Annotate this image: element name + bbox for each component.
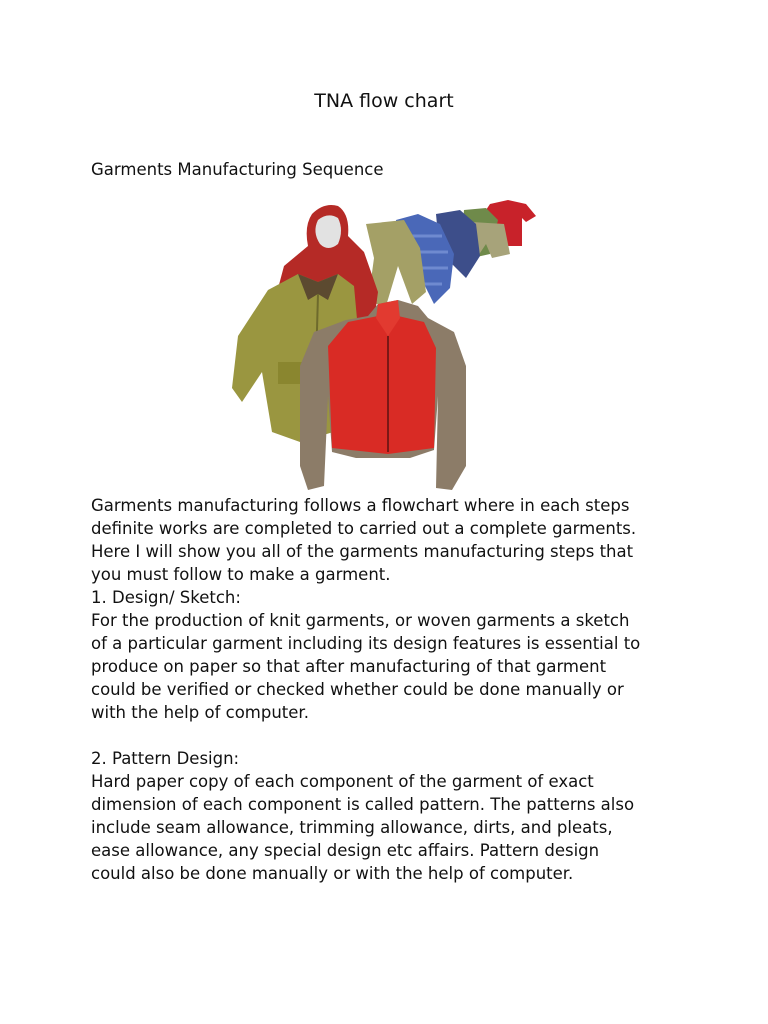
section-line: could also be done manually or with the help of computer. bbox=[91, 864, 574, 883]
section-line: produce on paper so that after manufacturing of that garment bbox=[91, 657, 607, 676]
section-line: dimension of each component is called pattern. The patterns also bbox=[91, 795, 635, 814]
red-softshell-body bbox=[328, 316, 436, 454]
intro-line: definite works are completed to carried out a complete garments. bbox=[91, 519, 637, 538]
section-pattern-design bbox=[91, 747, 691, 885]
section-line: of a particular garment including its design features is essential to bbox=[91, 634, 641, 653]
intro-line: Here I will show you all of the garments manufacturing steps that bbox=[91, 542, 634, 561]
section-heading: 2. Pattern Design: bbox=[91, 749, 240, 768]
intro-line: you must follow to make a garment. bbox=[91, 565, 391, 584]
section-line: ease allowance, any special design etc affairs. Pattern design bbox=[91, 841, 600, 860]
section-line: For the production of knit garments, or woven garments a sketch bbox=[91, 611, 630, 630]
section-heading: 1. Design/ Sketch: bbox=[91, 588, 241, 607]
page-title: TNA flow chart bbox=[314, 90, 454, 112]
section-subtitle: Garments Manufacturing Sequence bbox=[91, 160, 384, 179]
section-line: could be verified or checked whether could be done manually or bbox=[91, 680, 624, 699]
garments-photo bbox=[228, 196, 540, 496]
section-line: Hard paper copy of each component of the garment of exact bbox=[91, 772, 594, 791]
intro-line: Garments manufacturing follows a flowchart where in each steps bbox=[91, 496, 630, 515]
section-design-sketch bbox=[91, 586, 691, 724]
section-line: include seam allowance, trimming allowance, dirts, and pleats, bbox=[91, 818, 613, 837]
body-text bbox=[91, 494, 691, 885]
intro-paragraph bbox=[91, 494, 691, 586]
section-line: with the help of computer. bbox=[91, 703, 309, 722]
